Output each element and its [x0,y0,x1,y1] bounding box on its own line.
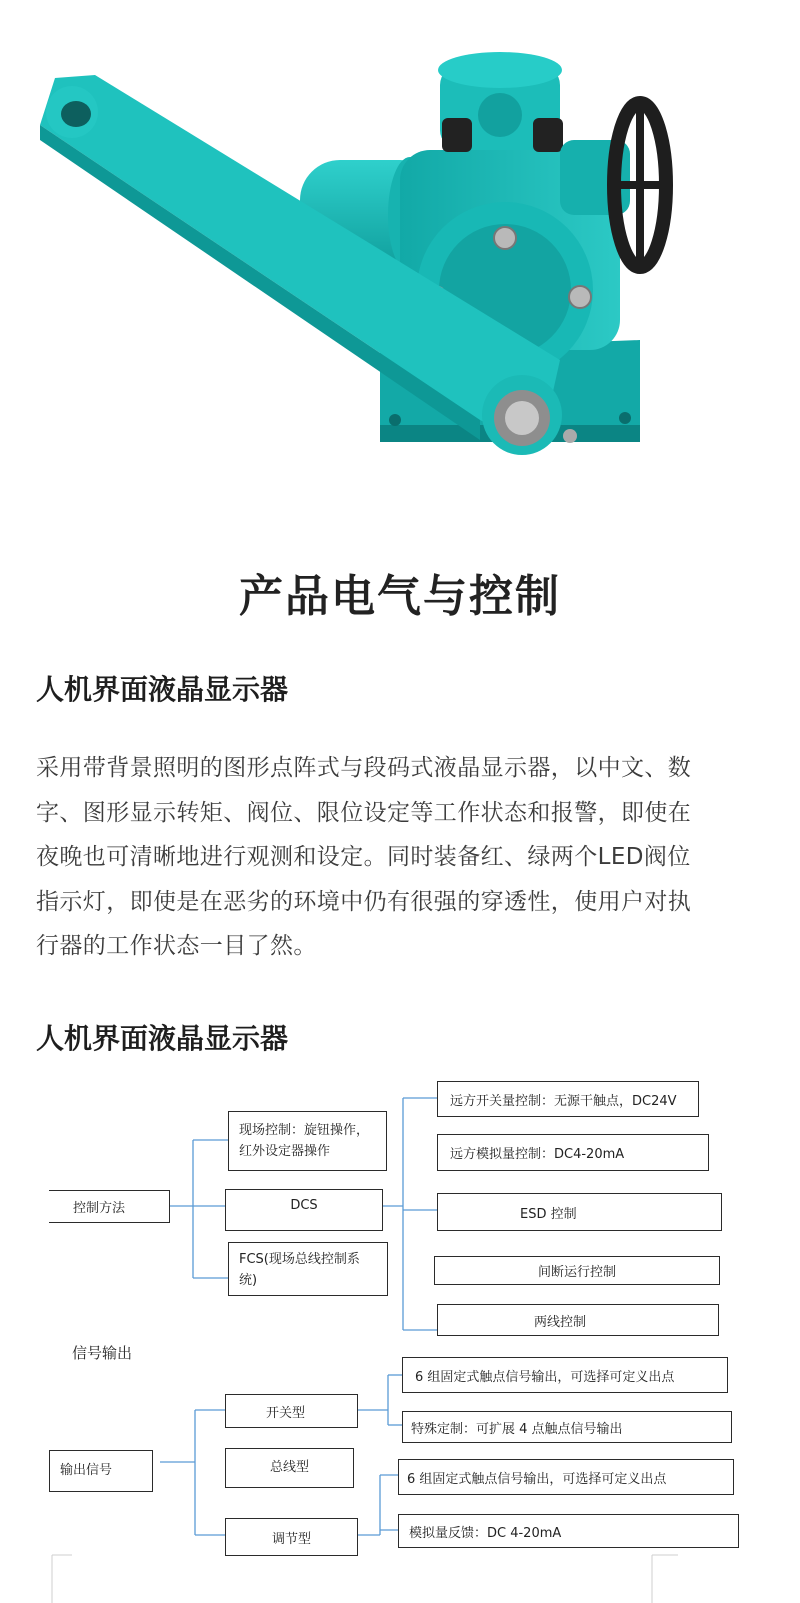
paragraph-line: 采用带背景照明的图形点阵式与段码式液晶显示器，以中文、数 [36,755,692,781]
paragraph-line: 行器的工作状态一目了然。 [36,933,317,959]
signal-output-label: 信号输出 [72,1344,133,1362]
switch-option-2-label: 特殊定制：可扩展 4 点触点信号输出 [411,1421,623,1437]
switch-option-2-box [402,1411,732,1443]
esd-label: ESD 控制 [520,1206,577,1222]
field-control-line: 红外设定器操作 [239,1144,331,1159]
regulating-option-1-box [398,1459,734,1495]
regulating-type-box [225,1518,358,1556]
paragraph-line: 字、图形显示转矩、阀位、限位设定等工作状态和报警，即使在 [36,799,692,826]
paragraph-line: 指示灯，即使是在恶劣的环境中仍有很强的穿透性，使用户对执 [36,888,692,915]
switch-type-box [225,1394,358,1428]
actuator-product-image [0,0,800,490]
control-method-box [49,1190,170,1223]
intermittent-label: 间断运行控制 [537,1265,616,1280]
bus-type-label: 总线型 [269,1460,309,1475]
fcs-line: 统) [239,1273,258,1288]
dcs-label: DCS [290,1198,318,1213]
paragraph-line: 夜晚也可清晰地进行观测和设定。同时装备红、绿两个LED阀位 [36,844,691,870]
field-control-line: 现场控制：旋钮操作， [239,1123,370,1138]
fcs-box [228,1242,388,1296]
intermittent-box [434,1256,720,1285]
section-heading-lcd: 人机界面液晶显示器 [36,673,289,706]
bus-type-box [225,1448,354,1488]
switch-option-1-box [402,1357,728,1393]
dcs-box [225,1189,383,1231]
switch-type-label: 开关型 [266,1405,306,1421]
field-control-box [228,1111,387,1171]
remote-switch-box [437,1081,699,1117]
two-wire-label: 两线控制 [534,1314,587,1330]
regulating-option-2-box [398,1514,739,1548]
control-method-label: 控制方法 [73,1201,126,1216]
page-title: 产品电气与控制 [239,571,561,622]
regulating-option-2-label: 模拟量反馈：DC 4-20mA [409,1525,562,1541]
regulating-type-label: 调节型 [271,1531,311,1547]
esd-box [437,1193,722,1231]
regulating-option-1-label: 6 组固定式触点信号输出，可选择可定义出点 [407,1471,667,1487]
two-wire-box [437,1304,719,1336]
output-signal-box [49,1450,153,1492]
remote-switch-label: 远方开关量控制：无源干触点，DC24V [450,1093,677,1109]
remote-analog-label: 远方模拟量控制：DC4-20mA [450,1147,625,1162]
section-heading-diagram: 人机界面液晶显示器 [36,1022,289,1055]
switch-option-1-label: 6 组固定式触点信号输出，可选择可定义出点 [415,1369,675,1385]
remote-analog-box [437,1134,709,1171]
output-signal-label: 输出信号 [60,1463,113,1478]
fcs-line: FCS(现场总线控制系 [239,1252,360,1267]
lcd-description [36,746,766,969]
